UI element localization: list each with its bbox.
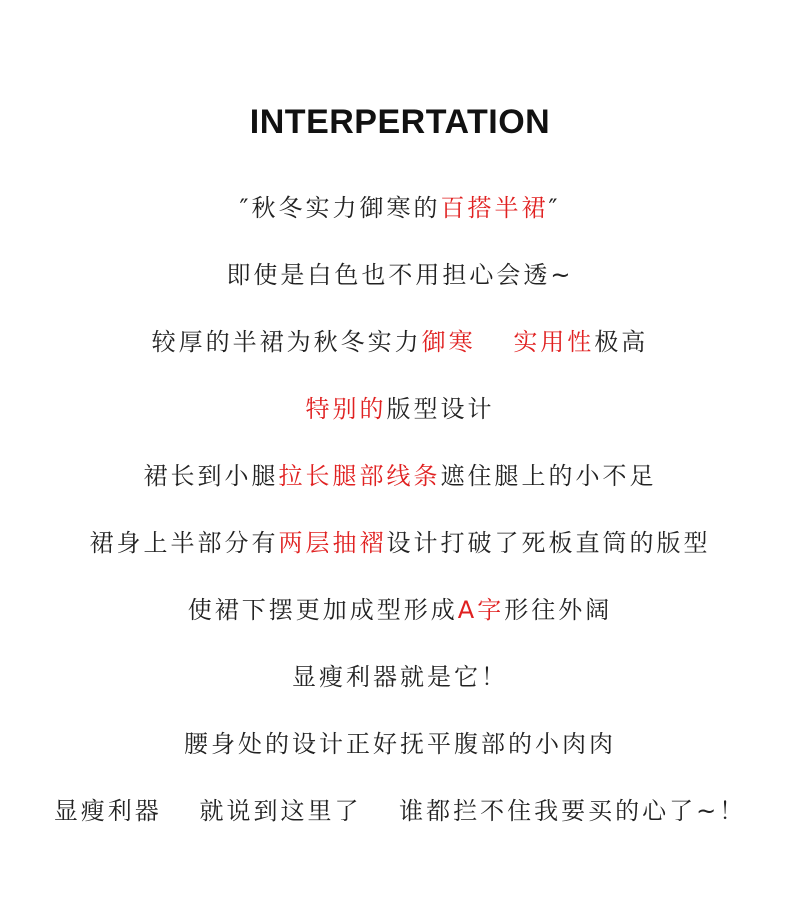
highlight-text: 两层抽褶 [278, 529, 387, 557]
body-text: ″秋冬实力御寒的 [239, 194, 441, 222]
body-text: 版型设计 [386, 395, 495, 423]
highlight-text: 拉长腿部线条 [278, 462, 441, 490]
body-text: 极高 [594, 328, 649, 356]
body-text: 显瘦利器就是它！ [292, 663, 508, 691]
description-line [0, 722, 800, 789]
body-text: 设计打破了死板直筒的版型 [386, 529, 711, 557]
highlight-text: A字 [457, 596, 505, 624]
description-line [0, 253, 800, 320]
page-title: INTERPERTATION [249, 103, 551, 141]
body-text: 形往外阔 [504, 596, 613, 624]
body-text: 裙身上半部分有 [89, 529, 279, 557]
body-text: 即使是白色也不用担心会透~ [226, 261, 574, 289]
description-line [0, 588, 800, 655]
body-text: 裙长到小腿 [143, 462, 279, 490]
description-line [0, 655, 800, 722]
description-line [0, 454, 800, 521]
highlight-text: 实用性 [513, 328, 595, 356]
body-text: 遮住腿上的小不足 [440, 462, 657, 490]
body-text: ″ [548, 194, 561, 222]
body-text: 腰身处的设计正好抚平腹部的小肉肉 [184, 730, 616, 758]
highlight-text: 特别的 [305, 395, 387, 423]
highlight-text: 御寒 [421, 328, 476, 356]
body-text [476, 328, 514, 356]
highlight-text: 百搭半裙 [440, 194, 549, 222]
description-lines [0, 186, 800, 856]
body-text: 显瘦利器 就说到这里了 谁都拦不住我要买的心了~！ [53, 797, 747, 825]
body-text: 较厚的半裙为秋冬实力 [151, 328, 422, 356]
description-line [0, 186, 800, 253]
description-line [0, 521, 800, 588]
description-line [0, 387, 800, 454]
body-text: 使裙下摆更加成型形成 [187, 596, 458, 624]
description-line [0, 320, 800, 387]
description-line [0, 789, 800, 856]
